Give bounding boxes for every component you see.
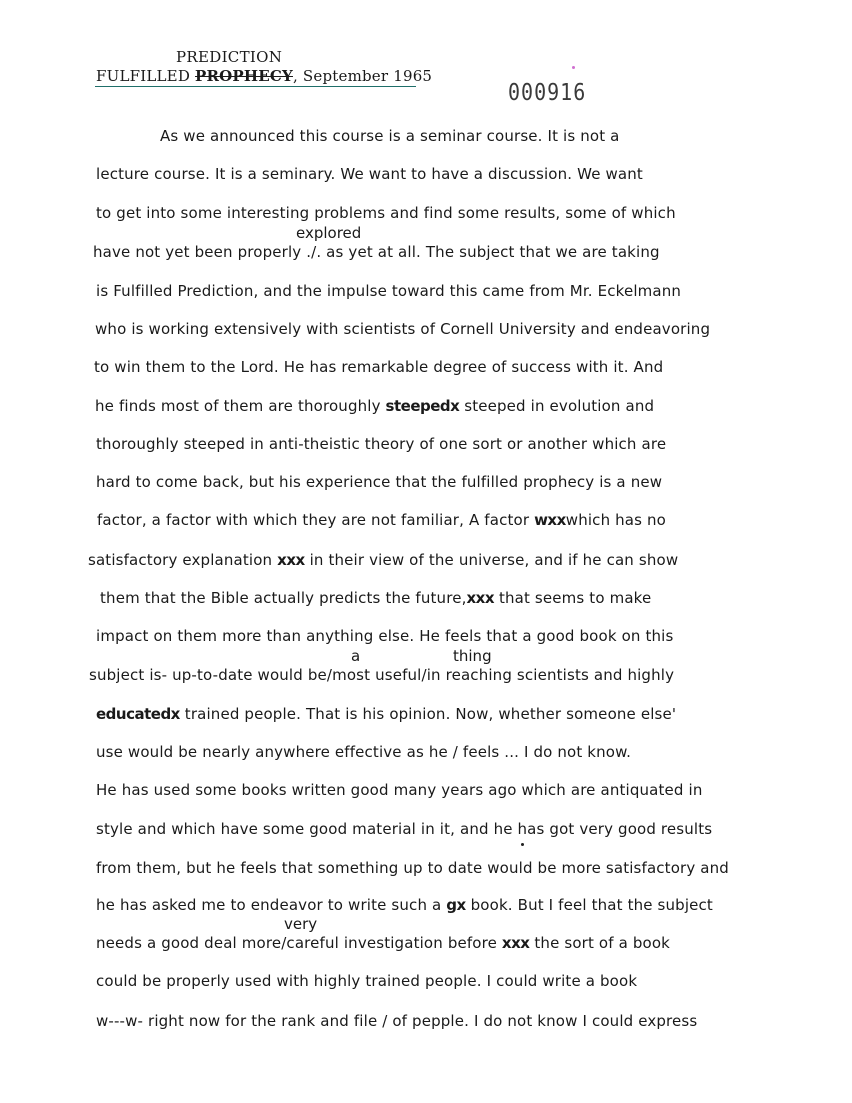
ink-dot <box>572 66 575 69</box>
line-12-start: satisfactory explanation <box>88 551 273 569</box>
line-8-end: steeped in evolution and <box>464 397 655 415</box>
line-16-end: trained people. That is his opinion. Now, whether someone else' <box>184 705 677 723</box>
strikeout-word: steepedx <box>385 397 460 415</box>
body-line-18: He has used some books written good many years ago which are antiquated in <box>96 781 703 799</box>
body-line-7: to win them to the Lord. He has remarkable degree of success with it. And <box>94 358 664 376</box>
line-13-start: them that the Bible actually predicts the future, <box>100 589 467 607</box>
page-number-stamp: 000916 <box>508 78 587 106</box>
insert-explored: explored <box>296 224 362 242</box>
line-22-end: the sort of a book <box>534 934 671 952</box>
body-line-3: to get into some interesting problems and find some results, some of which <box>96 204 676 222</box>
body-line-9: thoroughly steeped in anti-theistic theory of one sort or another which are <box>96 435 667 453</box>
insert-thing: thing <box>453 647 492 665</box>
line-8-start: he finds most of them are thoroughly <box>95 397 381 415</box>
body-line-14: impact on them more than anything else. He feels that a good book on this <box>96 627 674 645</box>
strikeout-word: wxx <box>534 511 566 529</box>
insert-very: very <box>284 915 318 933</box>
document-title <box>96 67 432 85</box>
body-line-2: lecture course. It is a seminary. We want to have a discussion. We want <box>96 165 643 183</box>
line-21-start: he has asked me to endeavor to write such a <box>96 896 442 914</box>
strikeout-word: educatedx <box>96 705 180 723</box>
body-line-11 <box>97 511 666 529</box>
body-line-24: w---w- right now for the rank and file / of pepple. I do not know I could express <box>96 1012 698 1030</box>
body-line-22 <box>96 934 670 952</box>
body-line-23: could be properly used with highly trained people. I could write a book <box>96 972 638 990</box>
body-line-4: have not yet been properly ./. as yet at all. The subject that we are taking <box>93 243 660 261</box>
body-line-13 <box>100 589 651 607</box>
insert-a: a <box>351 647 361 665</box>
title-strikeout: PROPHECY <box>195 67 293 85</box>
title-suffix: , September 1965 <box>292 67 433 85</box>
line-13-end: that seems to make <box>498 589 652 607</box>
pretitle: PREDICTION <box>176 48 283 66</box>
line-22-start: needs a good deal more/careful investigation before <box>96 934 497 952</box>
body-line-5: is Fulfilled Prediction, and the impulse toward this came from Mr. Eckelmann <box>96 282 682 300</box>
body-line-12 <box>88 551 678 569</box>
line-11-start: factor, a factor with which they are not familiar, A factor <box>97 511 530 529</box>
line-12-end: in their view of the universe, and if he can show <box>309 551 679 569</box>
title-underline <box>95 86 416 87</box>
body-line-16 <box>96 705 676 723</box>
strikeout-word: gx <box>446 896 466 914</box>
ink-speck <box>521 843 524 846</box>
strikeout-word: xxx <box>501 934 530 952</box>
body-line-8 <box>95 397 654 415</box>
body-line-21 <box>96 896 713 914</box>
body-line-6: who is working extensively with scientists of Cornell University and endeavoring <box>95 320 711 338</box>
strikeout-word: xxx <box>277 551 305 569</box>
body-line-15: subject is- up-to-date would be/most useful/in reaching scientists and highly <box>89 666 675 684</box>
body-line-10: hard to come back, but his experience that the fulfilled prophecy is a new <box>96 473 663 491</box>
title-prefix: FULFILLED <box>96 67 191 85</box>
body-line-17: use would be nearly anywhere effective as he / feels ... I do not know. <box>96 743 632 761</box>
body-line-20: from them, but he feels that something up to date would be more satisfactory and <box>96 859 729 877</box>
body-line-1: As we announced this course is a seminar course. It is not a <box>160 127 620 145</box>
line-11-end: which has no <box>565 511 667 529</box>
strikeout-word: xxx <box>466 589 495 607</box>
body-line-19: style and which have some good material in it, and he has got very good results <box>96 820 713 838</box>
line-21-end: book. But I feel that the subject <box>470 896 713 914</box>
